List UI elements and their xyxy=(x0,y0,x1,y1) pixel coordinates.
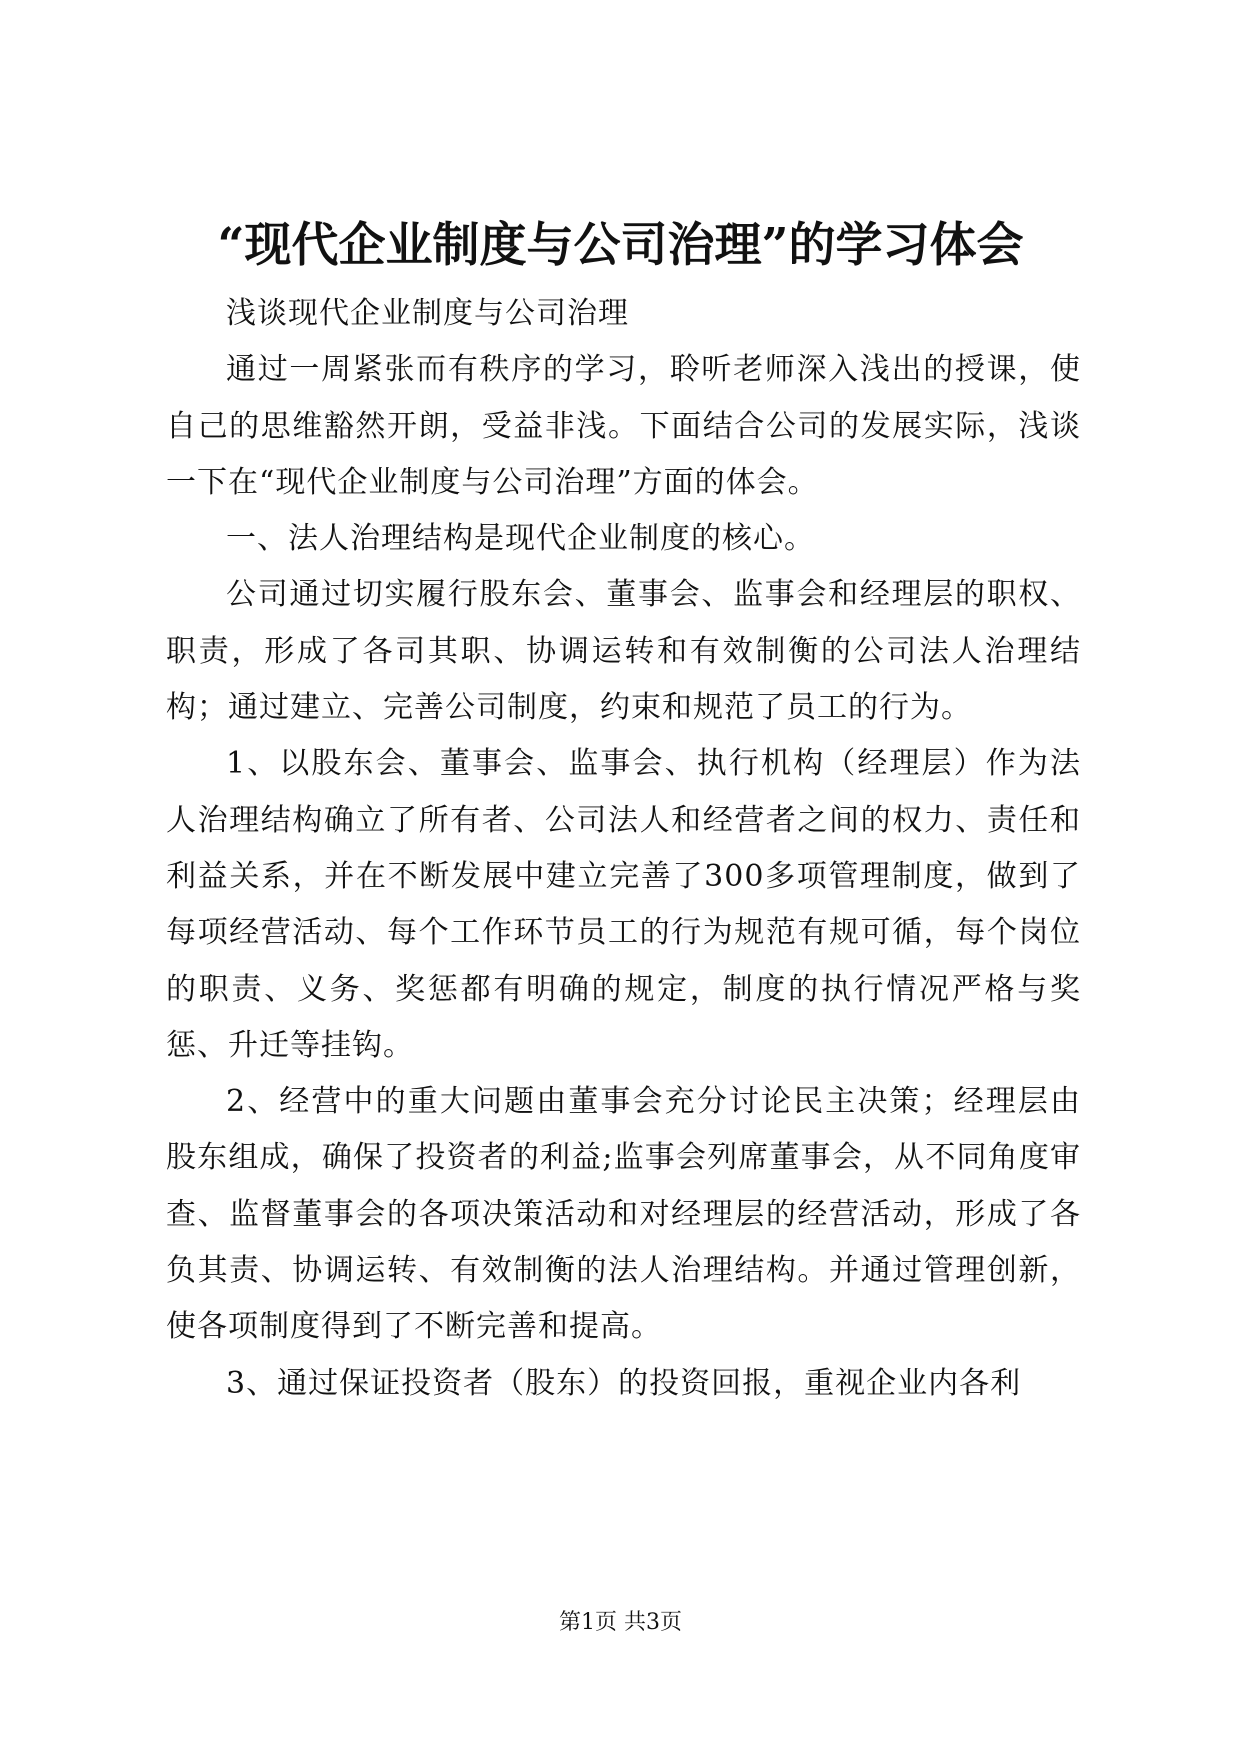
page-title: “现代企业制度与公司治理”的学习体会 xyxy=(217,218,1024,273)
paragraph-heading-1: 一、法人治理结构是现代企业制度的核心。 xyxy=(226,521,815,557)
paragraph-subtitle: 浅谈现代企业制度与公司治理 xyxy=(226,296,629,331)
document-body xyxy=(166,286,1081,1412)
paragraph-point-2: 2、经营中的重大问题由董事会充分讨论民主决策；经理层由股东组成，确保了投资者的利益;监事会列席董事会，从不同角度审查、监督董事会的各项决策活动和对经理层的经营活动，形成了各负其责、协调运转、有效制衡的法人治理结构。并通过管理创新，使各项制度得到了不断完善和提高。 xyxy=(166,1084,1081,1345)
page-footer: 第1页 共3页 xyxy=(559,1610,682,1635)
paragraph-point-1: 1、以股东会、董事会、监事会、执行机构（经理层）作为法人治理结构确立了所有者、公司法人和经营者之间的权力、责任和利益关系，并在不断发展中建立完善了300多项管理制度，做到了每项经营活动、每个工作环节员工的行为规范有规可循，每个岗位的职责、义务、奖惩都有明确的规定，制度的执行情况严格与奖惩、升迁等挂钩。 xyxy=(166,746,1081,1063)
paragraph-intro: 通过一周紧张而有秩序的学习，聆听老师深入浅出的授课，使自己的思维豁然开朗，受益非浅。下面结合公司的发展实际，浅谈一下在“现代企业制度与公司治理”方面的体会。 xyxy=(166,352,1081,500)
paragraph-governance: 公司通过切实履行股东会、董事会、监事会和经理层的职权、职责，形成了各司其职、协调运转和有效制衡的公司法人治理结构；通过建立、完善公司制度，约束和规范了员工的行为。 xyxy=(166,577,1081,726)
paragraph-point-3: 3、通过保证投资者（股东）的投资回报，重视企业内各利 xyxy=(226,1365,1022,1401)
